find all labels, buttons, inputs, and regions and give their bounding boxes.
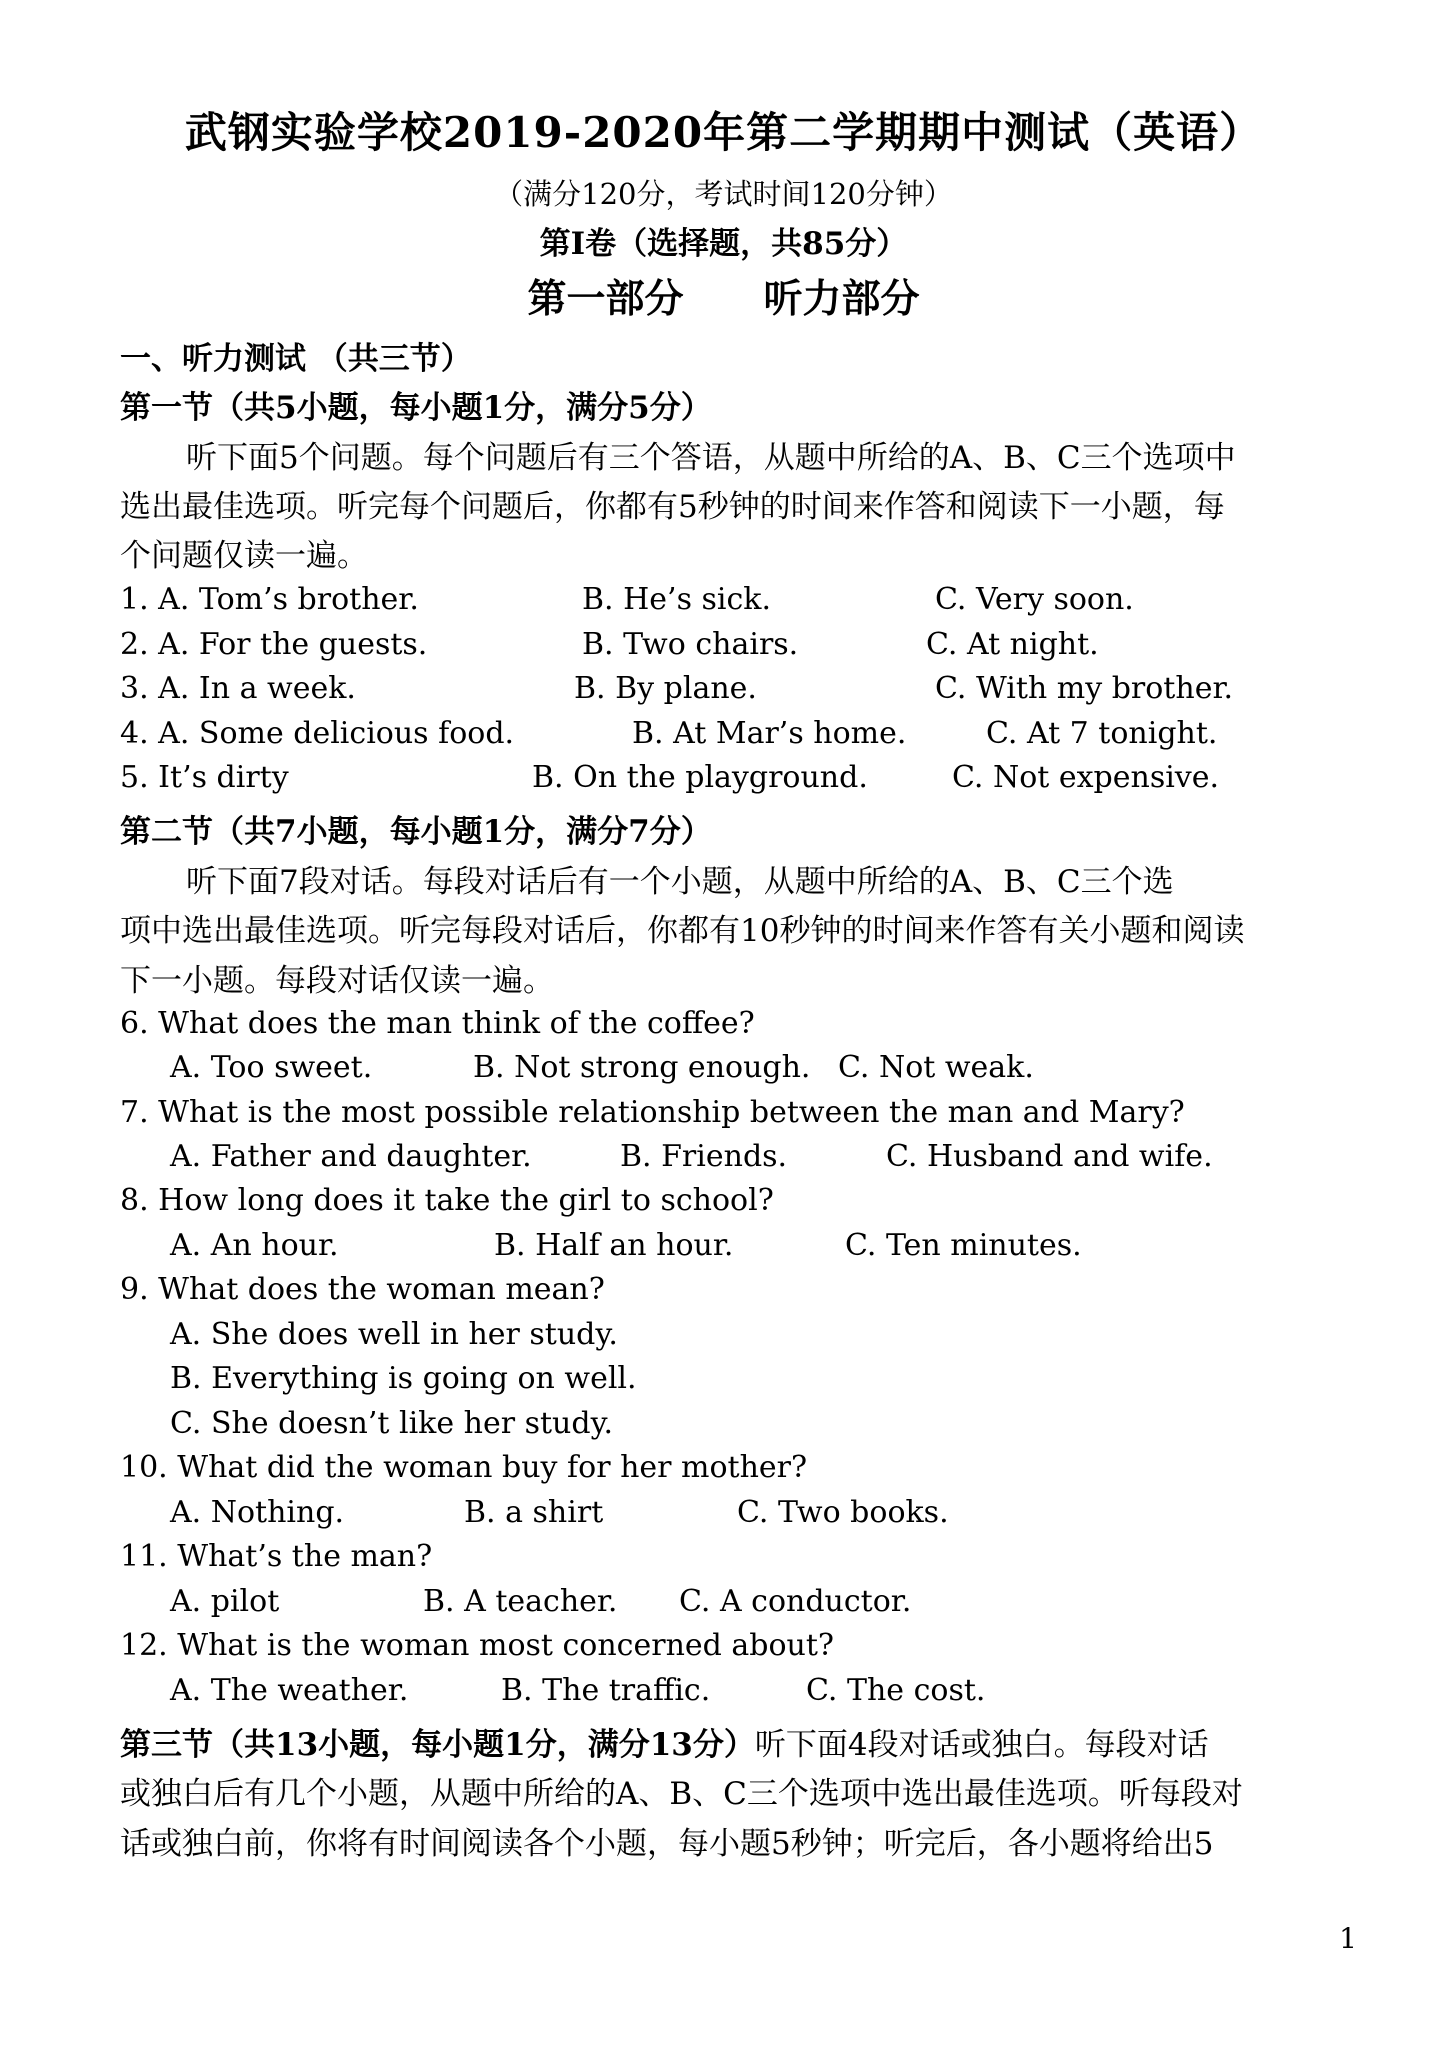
question-11-option-c: C. A conductor. [679,1584,912,1619]
question-4-option-c: C. At 7 tonight. [986,716,1218,751]
part-number: 第一部分 [527,276,684,322]
subsection-3-heading: 第三节（共13小题，每小题1分，满分13分） [120,1727,755,1763]
question-4-option-a: 4. A. Some delicious food. [120,716,515,751]
subsection-2-heading: 第二节（共7小题，每小题1分，满分7分） [120,814,712,850]
question-11-option-a: A. pilot [170,1584,280,1619]
question-5-option-b: B. On the playground. [532,760,868,795]
volume-heading: 第Ⅰ卷（选择题，共85分） [539,226,908,262]
question-7-option-a: A. Father and daughter. [170,1139,532,1174]
question-6-option-c: C. Not weak. [838,1050,1034,1085]
question-8-option-c: C. Ten minutes. [845,1228,1082,1263]
question-10-option-b: B. a shirt [464,1495,604,1530]
question-8-stem: 8. How long does it take the girl to school? [120,1183,774,1218]
score-time-note: （满分120分，考试时间120分钟） [494,177,953,211]
page-title: 武钢实验学校2019-2020年第二学期期中测试（英语） [184,108,1263,157]
part-heading [0,268,1447,324]
question-4-option-b: B. At Mar’s home. [632,716,907,751]
subsection-1-instruction-line: 个问题仅读一遍。 [120,538,368,574]
question-2-option-c: C. At night. [926,627,1099,662]
question-3-option-c: C. With my brother. [935,671,1234,706]
subsection-2-instruction-line: 项中选出最佳选项。听完每段对话后，你都有10秒钟的时间来作答有关小题和阅读 [120,913,1245,949]
question-2-option-a: 2. A. For the guests. [120,627,428,662]
question-8-option-b: B. Half an hour. [494,1228,734,1263]
question-5-option-a: 5. It’s dirty [120,760,289,795]
subsection-1-heading: 第一节（共5小题，每小题1分，满分5分） [120,390,712,426]
question-12-option-c: C. The cost. [806,1673,986,1708]
question-12-option-b: B. The traffic. [501,1673,711,1708]
subsection-3-heading-line [120,1719,1209,1764]
question-11-stem: 11. What’s the man? [120,1539,433,1574]
question-11-option-b: B. A teacher. [423,1584,618,1619]
question-9-option-b: B. Everything is going on well. [170,1361,637,1396]
subsection-3-instruction-line: 话或独白前，你将有时间阅读各个小题，每小题5秒钟；听完后，各小题将给出5 [120,1826,1214,1862]
subsection-2-instruction-line: 下一小题。每段对话仅读一遍。 [120,963,554,999]
question-6-option-b: B. Not strong enough. [473,1050,811,1085]
subsection-2-instruction-line: 听下面7段对话。每段对话后有一个小题，从题中所给的A、B、C三个选 [186,864,1174,900]
question-9-stem: 9. What does the woman mean? [120,1272,605,1307]
question-1-option-c: C. Very soon. [935,582,1134,617]
question-8-option-a: A. An hour. [170,1228,339,1263]
subsection-1-instruction-line: 选出最佳选项。听完每个问题后，你都有5秒钟的时间来作答和阅读下一小题，每 [120,489,1225,525]
question-10-option-c: C. Two books. [737,1495,949,1530]
question-12-option-a: A. The weather. [170,1673,409,1708]
question-6-stem: 6. What does the man think of the coffee? [120,1006,755,1041]
subsection-3-instruction-start: 听下面4段对话或独白。每段对话 [754,1727,1209,1763]
subsection-3-instruction-line: 或独白后有几个小题，从题中所给的A、B、C三个选项中选出最佳选项。听每段对 [120,1776,1243,1812]
question-7-option-b: B. Friends. [620,1139,788,1174]
section-heading: 一、听力测试 （共三节） [120,341,472,377]
question-12-stem: 12. What is the woman most concerned about? [120,1628,835,1663]
question-1-option-b: B. He’s sick. [582,582,772,617]
question-5-option-c: C. Not expensive. [952,760,1220,795]
question-7-option-c: C. Husband and wife. [886,1139,1213,1174]
question-3-option-b: B. By plane. [574,671,757,706]
part-name: 听力部分 [763,276,920,322]
question-1-option-a: 1. A. Tom’s brother. [120,582,419,617]
question-6-option-a: A. Too sweet. [170,1050,373,1085]
question-9-option-a: A. She does well in her study. [170,1317,618,1352]
question-2-option-b: B. Two chairs. [582,627,799,662]
question-9-option-c: C. She doesn’t like her study. [170,1406,614,1441]
question-10-stem: 10. What did the woman buy for her mother? [120,1450,808,1485]
subsection-1-instruction-line: 听下面5个问题。每个问题后有三个答语，从题中所给的A、B、C三个选项中 [186,440,1236,476]
question-7-stem: 7. What is the most possible relationship between the man and Mary? [120,1095,1185,1130]
question-3-option-a: 3. A. In a week. [120,671,356,706]
page-number: 1 [1339,1922,1357,1955]
question-10-option-a: A. Nothing. [170,1495,345,1530]
